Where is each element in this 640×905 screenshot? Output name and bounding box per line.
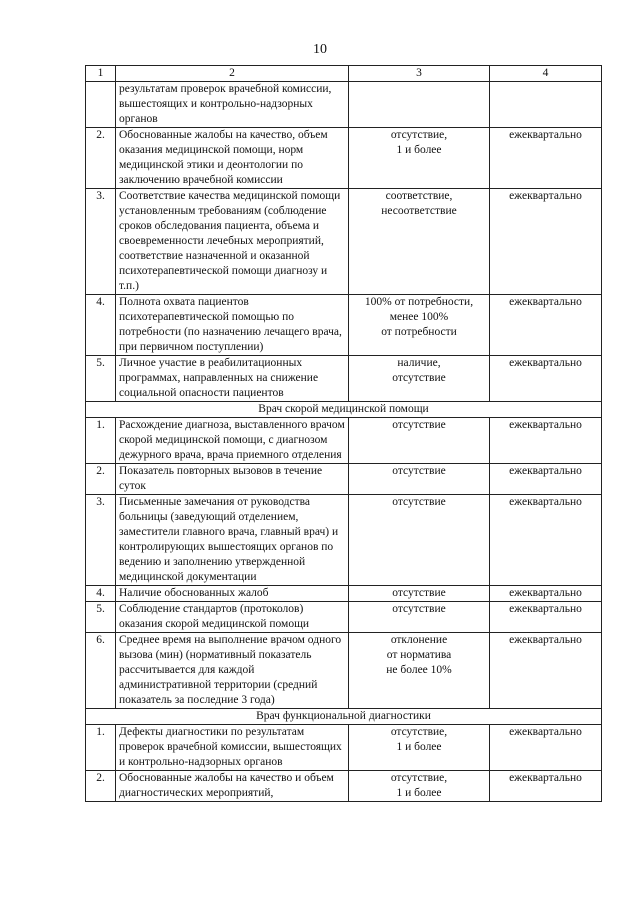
criterion-period: ежеквартально — [490, 586, 602, 602]
criterion-text: Полнота охвата пациентов психотерапевтической помощью по потребности (по назначению лечащего врача, при первичном поступлении) — [116, 295, 349, 356]
section-title: Врач функциональной диагностики — [86, 709, 602, 725]
row-number: 1. — [86, 725, 116, 771]
table-row — [86, 771, 602, 802]
table-row — [86, 633, 602, 709]
row-number: 5. — [86, 356, 116, 402]
criterion-period: ежеквартально — [490, 189, 602, 295]
table-row — [86, 295, 602, 356]
criterion-value: наличие, отсутствие — [349, 356, 490, 402]
row-number: 5. — [86, 602, 116, 633]
criterion-value: отсутствие, 1 и более — [349, 725, 490, 771]
criterion-value: отсутствие — [349, 495, 490, 586]
row-number: 3. — [86, 495, 116, 586]
criterion-period: ежеквартально — [490, 418, 602, 464]
criteria-table — [85, 65, 602, 802]
table-row — [86, 725, 602, 771]
row-number: 3. — [86, 189, 116, 295]
row-number — [86, 82, 116, 128]
table-row — [86, 418, 602, 464]
section-functional-diagnostics — [86, 709, 602, 725]
criterion-value: отсутствие, 1 и более — [349, 771, 490, 802]
row-number: 1. — [86, 418, 116, 464]
criterion-period: ежеквартально — [490, 602, 602, 633]
criterion-period: ежеквартально — [490, 356, 602, 402]
header-col-3: 3 — [349, 66, 490, 82]
criterion-text: Расхождение диагноза, выставленного врачом скорой медицинской помощи, с диагнозом дежурного врача, врача приемного отделения — [116, 418, 349, 464]
criterion-text: результатам проверок врачебной комиссии, вышестоящих и контрольно-надзорных органов — [116, 82, 349, 128]
criterion-value: отклонение от норматива не более 10% — [349, 633, 490, 709]
criterion-text: Дефекты диагностики по результатам проверок врачебной комиссии, вышестоящих и контрольно-надзорных органов — [116, 725, 349, 771]
table-row — [86, 464, 602, 495]
table-row — [86, 586, 602, 602]
table-row — [86, 356, 602, 402]
criterion-text: Наличие обоснованных жалоб — [116, 586, 349, 602]
criterion-value: отсутствие — [349, 586, 490, 602]
criterion-text: Обоснованные жалобы на качество, объем оказания медицинской помощи, норм медицинской этики и деонтологии по заключению врачебной комиссии — [116, 128, 349, 189]
criterion-value: отсутствие — [349, 464, 490, 495]
criterion-text: Соблюдение стандартов (протоколов) оказания скорой медицинской помощи — [116, 602, 349, 633]
header-col-4: 4 — [490, 66, 602, 82]
section-title: Врач скорой медицинской помощи — [86, 402, 602, 418]
row-number: 2. — [86, 128, 116, 189]
criterion-period: ежеквартально — [490, 464, 602, 495]
row-number: 2. — [86, 771, 116, 802]
criterion-text: Личное участие в реабилитационных программах, направленных на снижение социальной опасности пациентов — [116, 356, 349, 402]
criterion-period: ежеквартально — [490, 725, 602, 771]
row-number: 6. — [86, 633, 116, 709]
header-col-2: 2 — [116, 66, 349, 82]
section-ambulance-doctor — [86, 402, 602, 418]
criterion-period: ежеквартально — [490, 128, 602, 189]
criterion-period: ежеквартально — [490, 495, 602, 586]
criterion-value: соответствие, несоответствие — [349, 189, 490, 295]
table-row — [86, 602, 602, 633]
criterion-value: отсутствие, 1 и более — [349, 128, 490, 189]
continuation-row — [86, 82, 602, 128]
table-row — [86, 495, 602, 586]
criterion-text: Обоснованные жалобы на качество и объем диагностических мероприятий, — [116, 771, 349, 802]
criterion-period: ежеквартально — [490, 633, 602, 709]
header-row — [86, 66, 602, 82]
criterion-value: отсутствие — [349, 418, 490, 464]
header-col-1: 1 — [86, 66, 116, 82]
row-number: 4. — [86, 586, 116, 602]
criterion-text: Соответствие качества медицинской помощи установленным требованиям (соблюдение сроков обследования пациента, объема и своевременности лечебных мероприятий, соответствие назначенной и оказанной психотерапевтической помощи диагнозу и т.п.) — [116, 189, 349, 295]
page-number: 10 — [313, 42, 327, 57]
table-row — [86, 189, 602, 295]
criterion-period: ежеквартально — [490, 295, 602, 356]
criterion-text: Письменные замечания от руководства больницы (заведующий отделением, заместители главного врача, главный врач) и контролирующих вышестоящих органов по ведению и заполнению утвержденной медицинской документации — [116, 495, 349, 586]
criterion-value: отсутствие — [349, 602, 490, 633]
criterion-text: Среднее время на выполнение врачом одного вызова (мин) (нормативный показатель рассчитывается для каждой административной территории (средний показатель за последние 3 года) — [116, 633, 349, 709]
row-number: 2. — [86, 464, 116, 495]
criterion-value: 100% от потребности, менее 100% от потребности — [349, 295, 490, 356]
table-row — [86, 128, 602, 189]
criterion-value — [349, 82, 490, 128]
row-number: 4. — [86, 295, 116, 356]
criterion-period — [490, 82, 602, 128]
criterion-text: Показатель повторных вызовов в течение суток — [116, 464, 349, 495]
criterion-period: ежеквартально — [490, 771, 602, 802]
